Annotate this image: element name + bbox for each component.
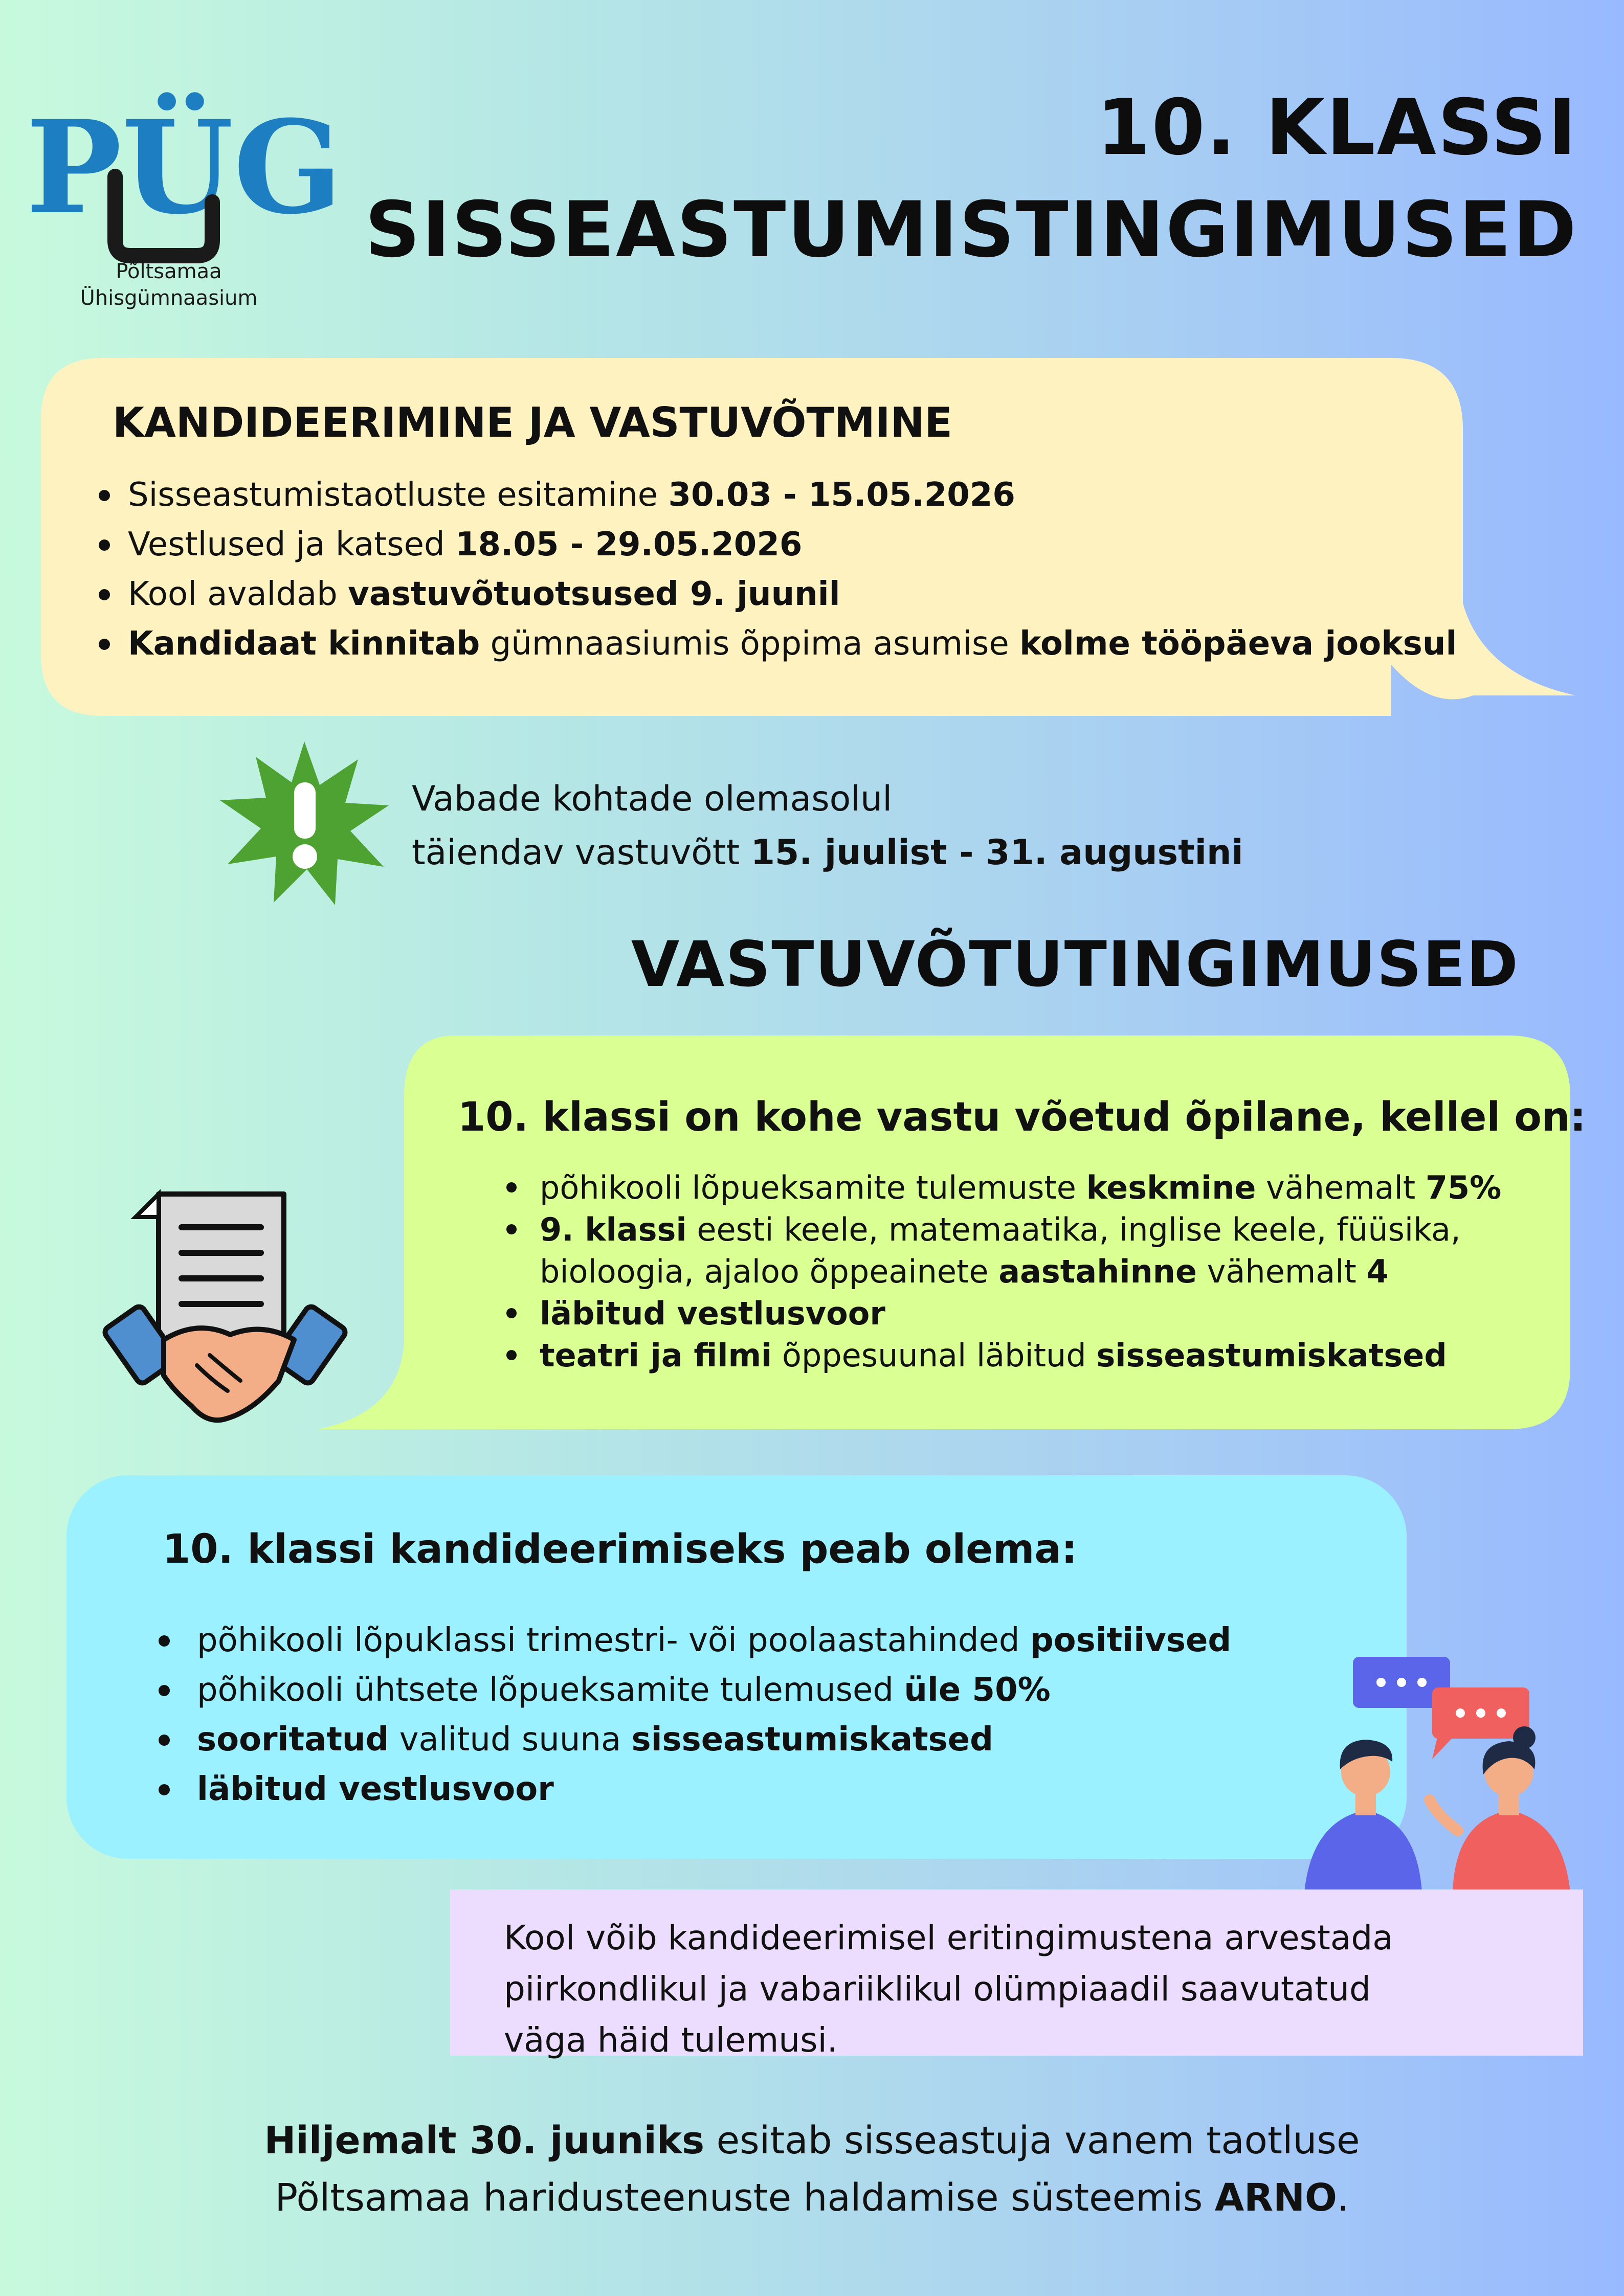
note-line3: väga häid tulemusi. (504, 2020, 838, 2060)
additional-admission-notice (412, 772, 1243, 880)
list-item: Sisseastumistaotluste esitamine 30.03 - 15.05.2026 (95, 470, 1457, 520)
notice-line2: täiendav vastuvõtt 15. juulist - 31. augustini (412, 832, 1243, 873)
note-line2: piirkondlikul ja vabariiklikul olümpiaadil saavutatud (504, 1969, 1371, 2009)
list-item: Kool avaldab vastuvõtuotsused 9. juunil (95, 570, 1457, 619)
list-item: teatri ja filmi õppesuunal läbitud sisseastumiskatsed (501, 1335, 1555, 1377)
application-list (95, 470, 1457, 669)
page-title (365, 77, 1578, 281)
page-title-line2: SISSEASTUMISTINGIMUSED (365, 186, 1578, 275)
list-item: läbitud vestlusvoor (153, 1765, 1231, 1814)
conditions-list (501, 1167, 1555, 1377)
document-fold (136, 1194, 159, 1217)
conditions-heading: 10. klassi on kohe vastu võetud õpilane, kellel on: (458, 1094, 1586, 1140)
list-item: läbitud vestlusvoor (501, 1293, 1555, 1335)
list-item: põhikooli lõpuklassi trimestri- või poolaastahinded positiivsed (153, 1616, 1231, 1665)
logo-letters: PÜG (26, 92, 343, 242)
person-right-body (1453, 1810, 1570, 1892)
person-left-body (1304, 1810, 1422, 1892)
exclamation-dot (293, 844, 317, 869)
list-item: põhikooli lõpueksamite tulemuste keskmine vähemalt 75% (501, 1167, 1555, 1209)
requirements-heading: 10. klassi kandideerimiseks peab olema: (163, 1526, 1078, 1572)
application-heading: KANDIDEERIMINE JA VASTUVÕTMINE (113, 399, 953, 446)
note-line1: Kool võib kandideerimisel eritingimustena arvestada (504, 1918, 1393, 1957)
page-title-line1: 10. KLASSI (1097, 83, 1578, 172)
school-name (56, 258, 281, 311)
footer-text (0, 2112, 1624, 2226)
list-item: põhikooli ühtsete lõpueksamite tulemused üle 50% (153, 1665, 1231, 1715)
clasped-hands (164, 1328, 294, 1420)
school-name-line2: Ühisgümnaasium (80, 286, 258, 310)
footer-line2: Põltsamaa haridusteenuste haldamise süsteemis ARNO. (275, 2176, 1349, 2220)
exclamation-burst-icon (217, 739, 391, 913)
school-name-line1: Põltsamaa (116, 260, 222, 283)
list-item: sooritatud valitud suuna sisseastumiskatsed (153, 1715, 1231, 1765)
requirements-list (153, 1616, 1231, 1814)
exclamation-bar (294, 782, 316, 839)
list-item: Kandidaat kinnitab gümnaasiumis õppima asumise kolme tööpäeva jooksul (95, 619, 1457, 669)
list-item: Vestlused ja katsed 18.05 - 29.05.2026 (95, 520, 1457, 570)
people-chatting-icon (1284, 1647, 1591, 1902)
special-conditions-text (504, 1912, 1552, 2066)
list-item: 9. klassi eesti keele, matemaatika, inglise keele, füüsika, bioloogia, ajaloo õppeainete aastahinne vähemalt 4 (501, 1209, 1555, 1293)
conditions-title: VASTUVÕTUTINGIMUSED (631, 928, 1519, 1001)
footer-line1: Hiljemalt 30. juuniks esitab sisseastuja vanem taotluse (264, 2119, 1360, 2163)
handshake-document-icon (110, 1186, 350, 1427)
document-sheet (159, 1194, 284, 1340)
notice-line1: Vabade kohtade olemasolul (412, 779, 893, 819)
